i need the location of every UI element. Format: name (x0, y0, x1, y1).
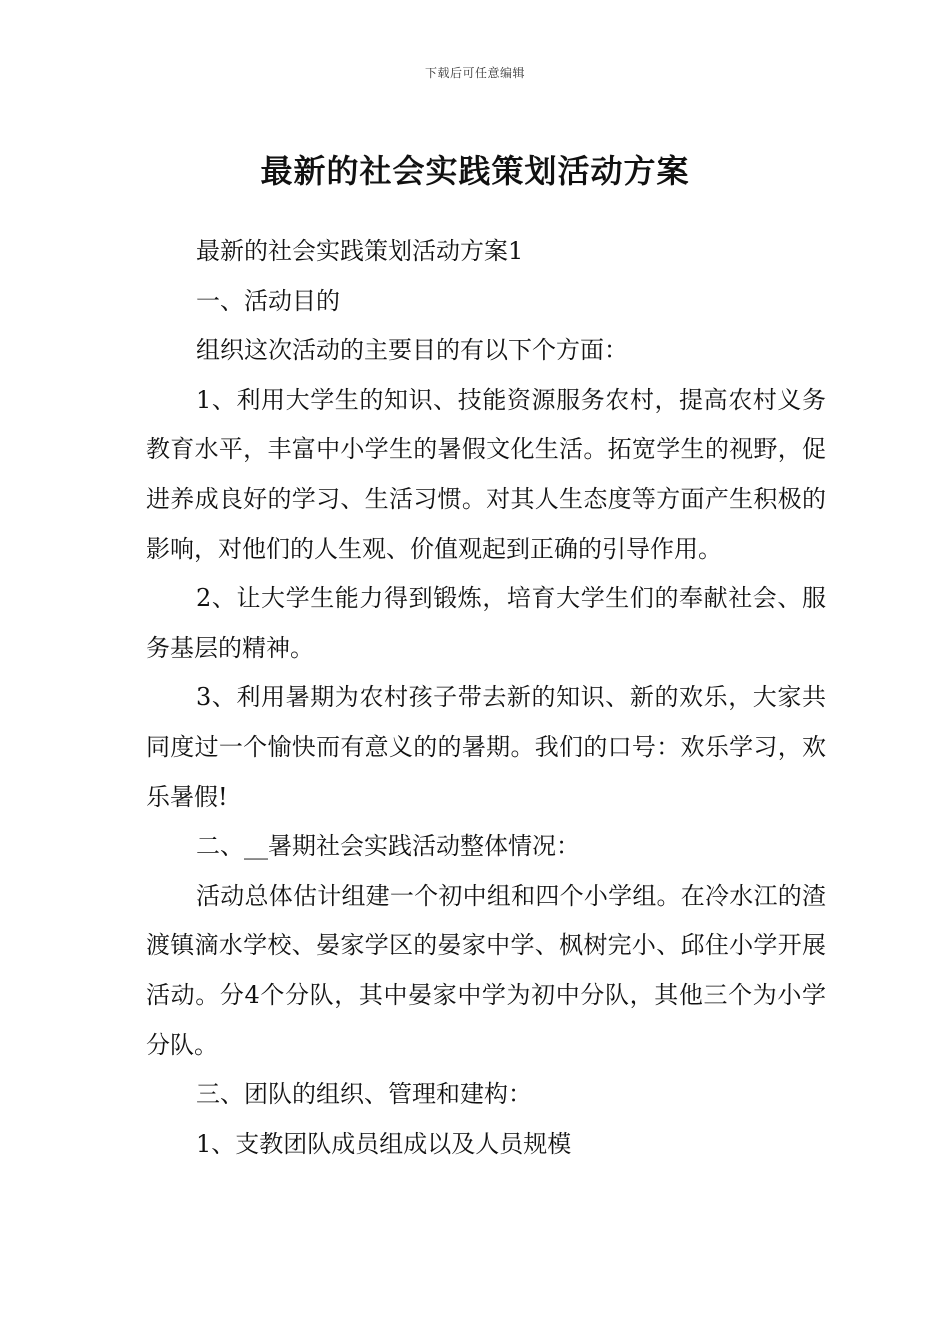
paragraph-objective-heading: 一、活动目的 (196, 286, 340, 315)
header-note: 下载后可任意编辑 (424, 66, 525, 80)
paragraph-objective-intro: 组织这次活动的主要目的有以下个方面： (196, 336, 628, 365)
paragraph-overview-body: 活动总体估计组建一个初中组和四个小学组。在冷水江的渣渡镇滴水学校、晏家学区的晏家中学、枫树完小、邱住小学开展活动。分4个分队，其中晏家中学为初中分队，其他三个为小学分队。 (146, 881, 826, 1059)
paragraph-section-heading: 最新的社会实践策划活动方案1 (196, 237, 524, 265)
paragraph-objective-2: 2、让大学生能力得到锻炼，培育大学生们的奉献社会、服务基层的精神。 (146, 584, 826, 662)
paragraph-objective-1: 1、利用大学生的知识、技能资源服务农村，提高农村义务教育水平，丰富中小学生的暑假文化生活。拓宽学生的视野，促进养成良好的学习、生活习惯。对其人生态度等方面产生积极的影响，对他们的人生观、价值观起到正确的引导作用。 (146, 385, 826, 563)
document-body (146, 227, 826, 1169)
paragraph-objective-3: 3、利用暑期为农村孩子带去新的知识、新的欢乐，大家共同度过一个愉快而有意义的的暑期。我们的口号：欢乐学习，欢乐暑假! (146, 683, 826, 811)
paragraph-team-item-1: 1、支教团队成员组成以及人员规模 (196, 1129, 572, 1158)
document-title: 最新的社会实践策划活动方案 (260, 152, 690, 191)
paragraph-team-heading: 三、团队的组织、管理和建构： (196, 1080, 532, 1109)
paragraph-overview-heading: 二、__暑期社会实践活动整体情况： (196, 832, 580, 861)
